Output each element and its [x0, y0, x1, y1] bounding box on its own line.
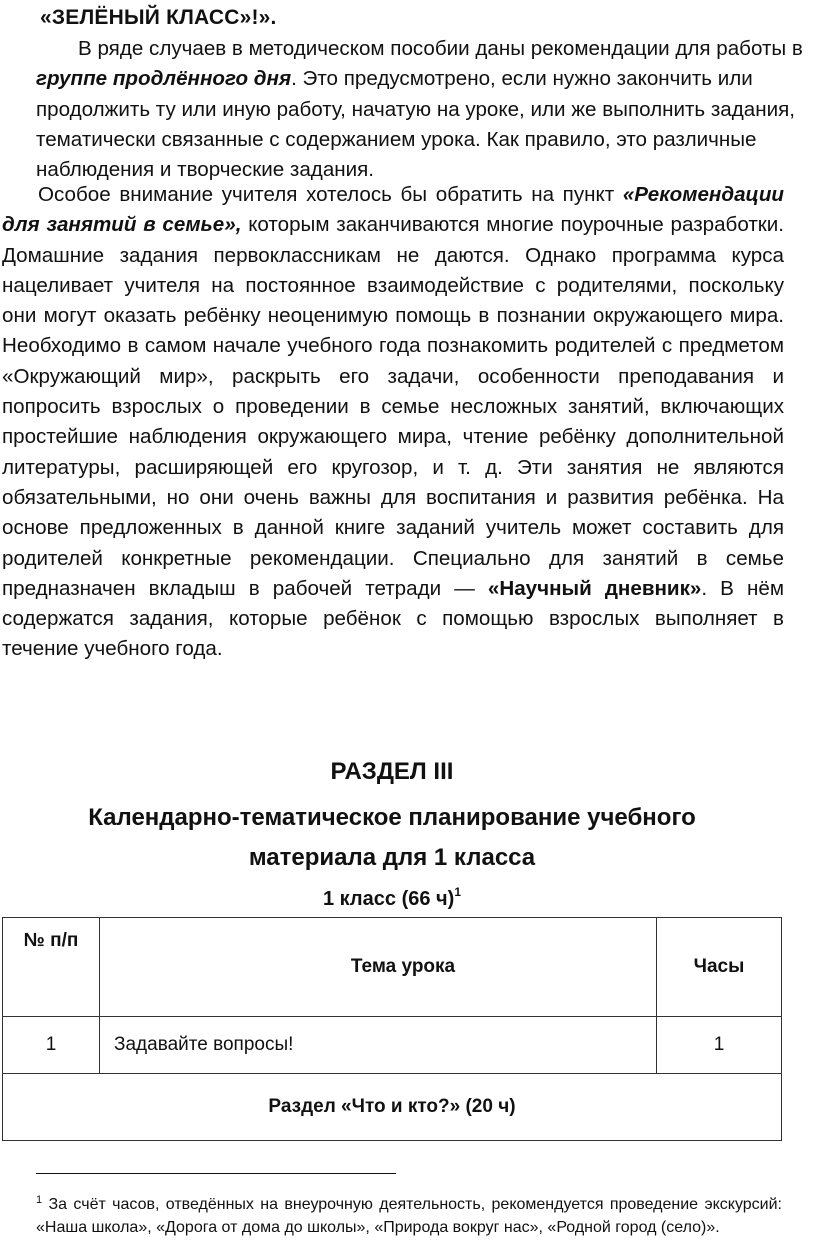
section-title: РАЗДЕЛ III	[330, 758, 454, 785]
section-subtitle: Календарно-тематическое планирование учебного материала для 1 класса	[88, 804, 696, 871]
footnote-divider	[36, 1173, 396, 1174]
header-num: № п/п	[3, 918, 100, 1017]
class-caption	[0, 885, 784, 911]
header-hours: Часы	[657, 918, 782, 1017]
row-num: 1	[3, 1017, 100, 1074]
row-hours: 1	[657, 1017, 782, 1074]
paragraph2-part1: Особое внимание учителя хотелось бы обратить на пункт	[38, 183, 623, 206]
paragraph1-emphasis: группе продлённого дня	[36, 67, 292, 91]
paragraph2-bold: «Научный дневник»	[487, 576, 702, 600]
paragraph1-part1: В ряде случаев в методическом пособии даны рекомендации для работы в	[78, 37, 803, 60]
paragraph2-emphasis: «Рекомендации для занятий в семье»,	[2, 183, 784, 237]
table-row	[3, 1017, 782, 1074]
paragraph-family-recommendations	[2, 180, 784, 665]
planning-table	[2, 917, 782, 1141]
class-caption-text: 1 класс (66 ч)	[323, 888, 455, 910]
top-heading: «ЗЕЛЁНЫЙ КЛАСС»!».	[40, 6, 277, 29]
paragraph2-part3: . В нём содержатся задания, которые ребёнок с помощью взрослых выполняет в течение учебного года.	[2, 576, 784, 661]
row-topic: Задавайте вопросы!	[100, 1017, 657, 1074]
footnote-reference: 1	[454, 885, 461, 899]
paragraph1-part2: . Это предусмотрено, если нужно закончить или продолжить ту или иную работу, начатую на уроке, или же выполнить задания, тематически связанные с содержанием урока. Как правило, это различные наблюдения и творческие задания.	[36, 67, 795, 182]
footnote	[36, 1189, 782, 1239]
footnote-text: За счёт часов, отведённых на внеурочную деятельность, рекомендуется проведение экскурсий: «Наша школа», «Дорога от дома до школы», «Природа вокруг нас», «Родной город (село)».	[36, 1196, 782, 1236]
table-header-row	[3, 918, 782, 1017]
header-topic: Тема урока	[100, 918, 657, 1017]
table-section-row	[3, 1074, 782, 1141]
footnote-mark: 1	[36, 1194, 43, 1206]
paragraph2-part2: которым заканчиваются многие поурочные разработки. Домашние задания первоклассникам не даются. Однако программа курса нацеливает учителя на постоянное взаимодействие с родителями, поскольку они могут оказать ребёнку неоценимую помощь в познании окружающего мира. Необходимо в самом начале учебного года познакомить родителей с предметом «Окружающий мир», раскрыть его задачи, особенности преподавания и попросить взрослых о проведении в семье несложных занятий, включающих простейшие наблюдения окружающего мира, чтение ребёнку дополнительной литературы, расширяющей его кругозор, и т. д. Эти занятия не являются обязательными, но они очень важны для воспитания и развития ребёнка. На основе предложенных в данной книге заданий учитель может составить для родителей конкретные рекомендации. Специально для занятий в семье предназначен вкладыш в рабочей тетради —	[2, 213, 785, 600]
section-row-label: Раздел «Что и кто?» (20 ч)	[3, 1074, 782, 1141]
paragraph-extended-day	[36, 34, 812, 185]
